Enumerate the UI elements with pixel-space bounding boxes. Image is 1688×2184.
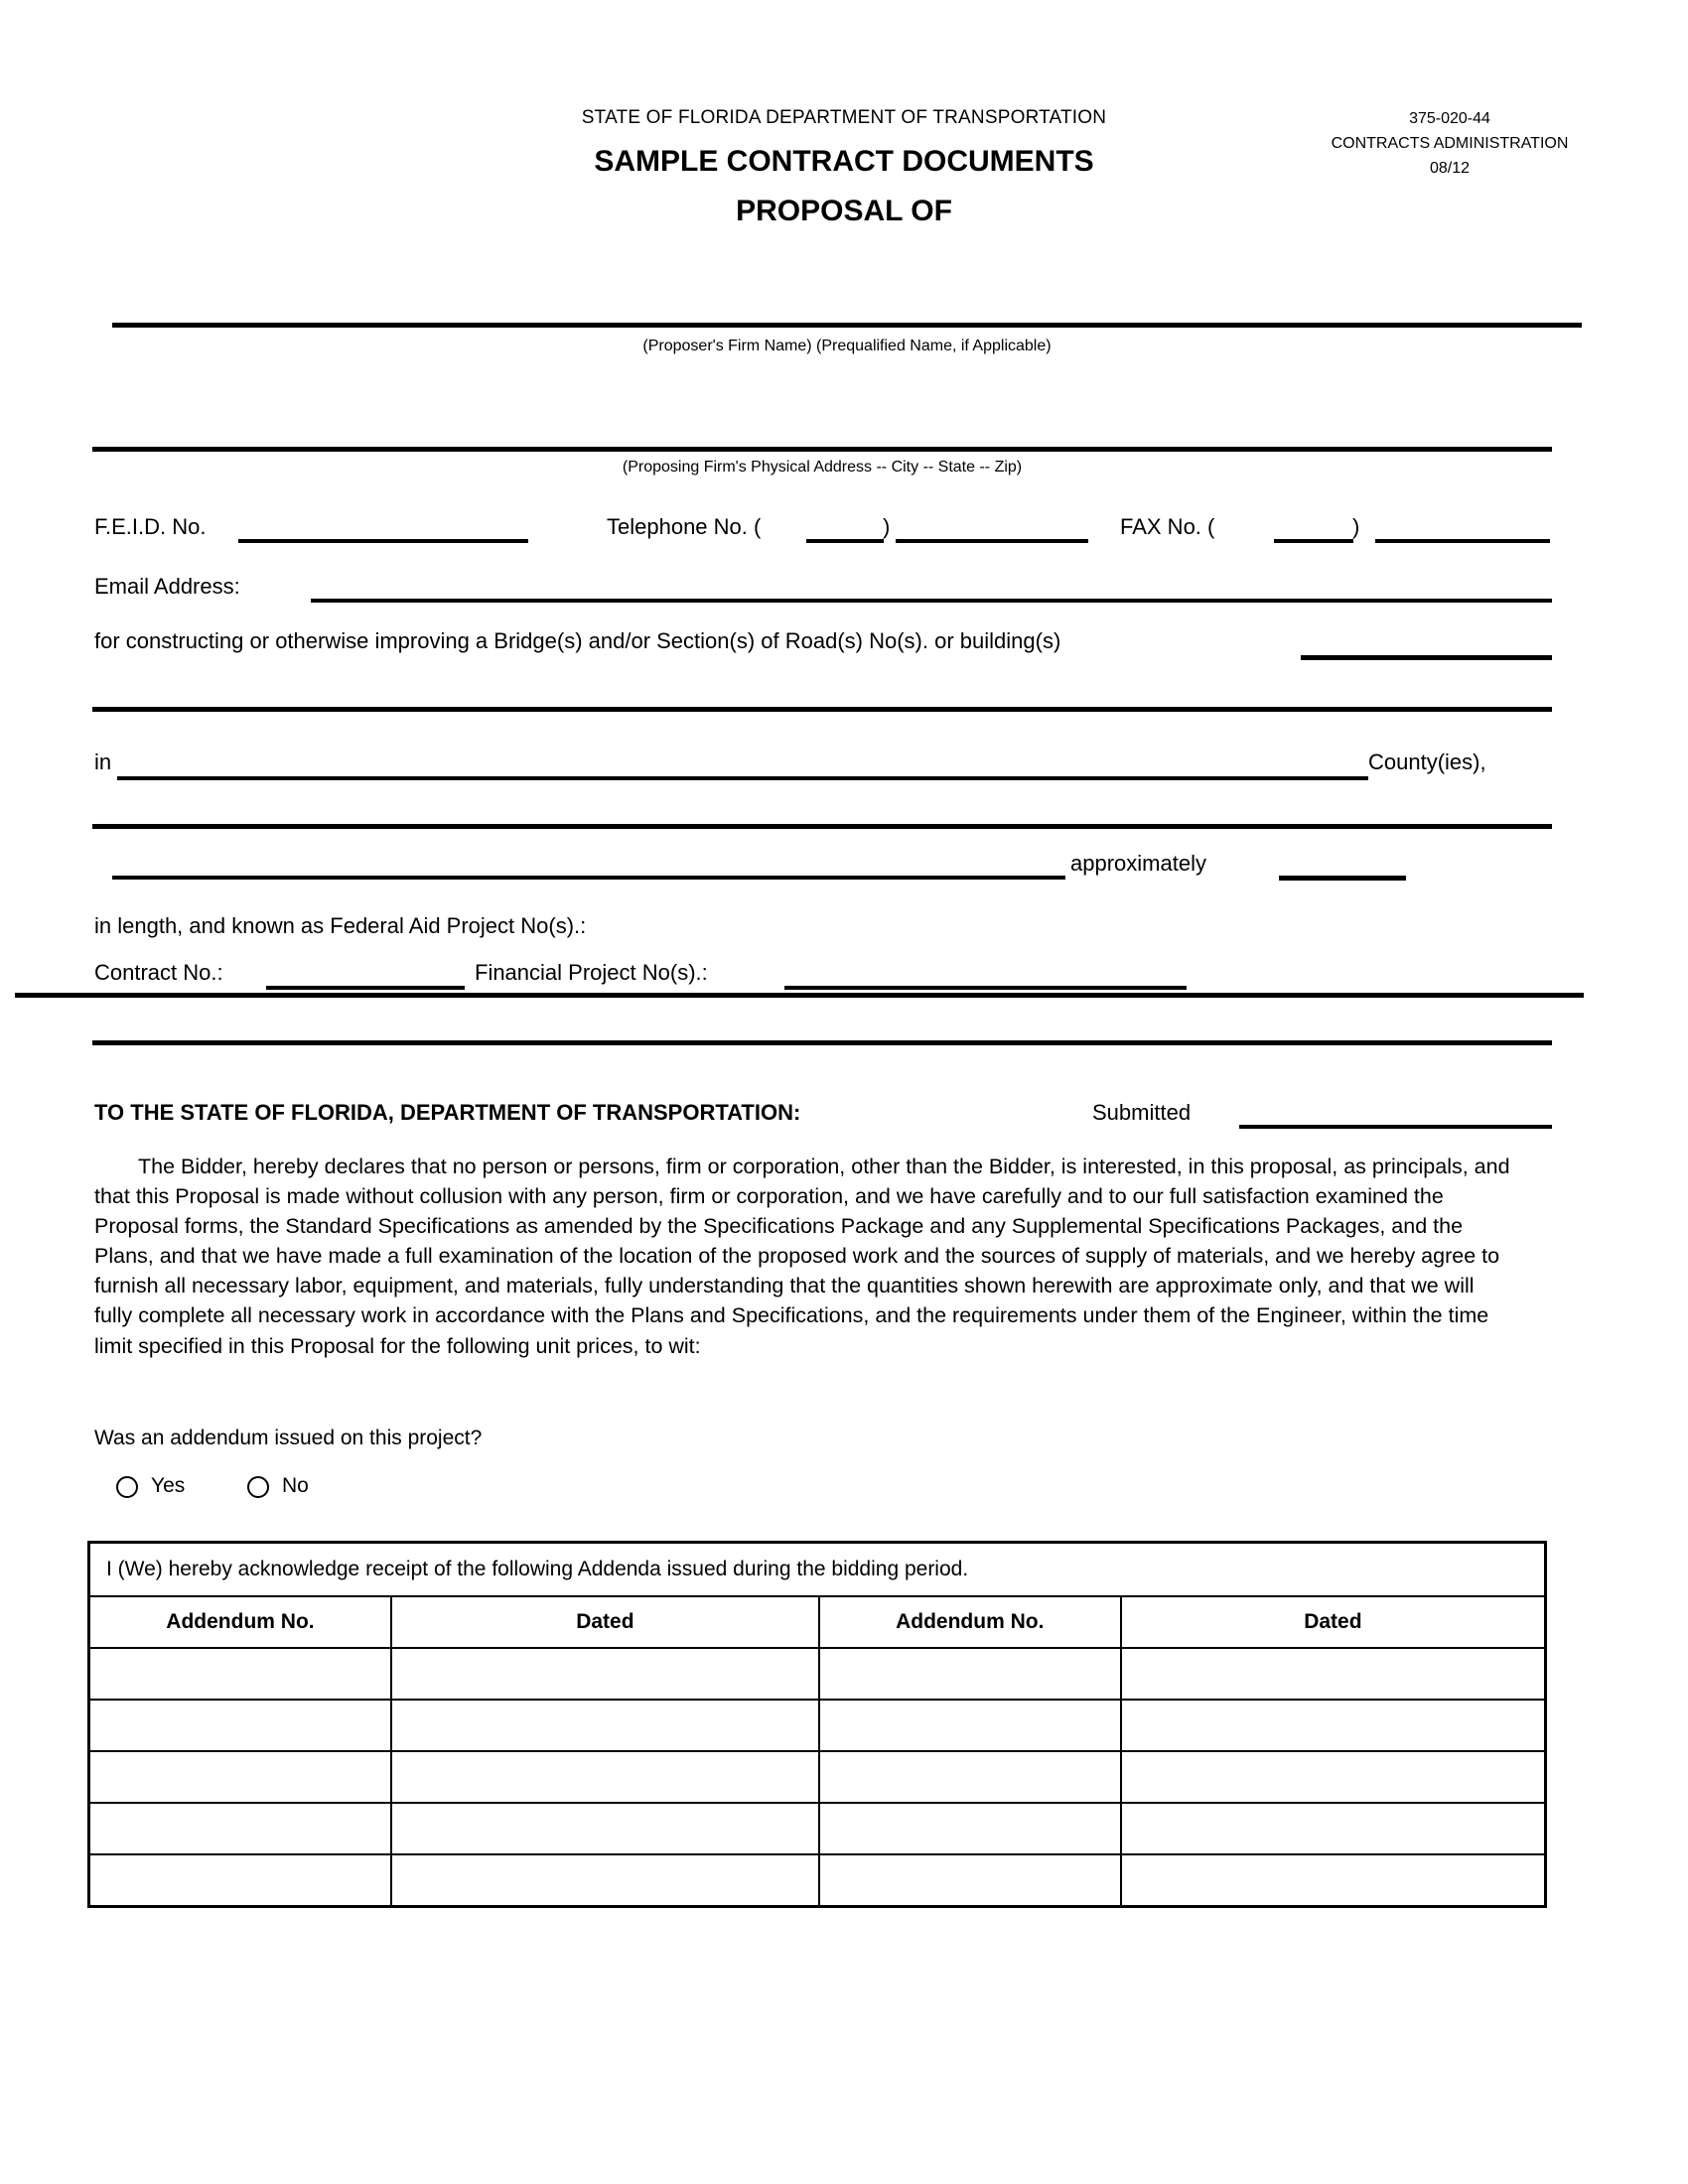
contract-no-label: Contract No.:: [94, 960, 223, 985]
table-row[interactable]: [89, 1854, 1546, 1907]
financial-project-label: Financial Project No(s).:: [475, 960, 708, 985]
dated-cell[interactable]: [391, 1751, 819, 1803]
addendum-no-cell[interactable]: [89, 1803, 391, 1854]
radio-yes[interactable]: [116, 1476, 138, 1498]
addendum-no-cell[interactable]: [819, 1803, 1121, 1854]
constructing-label: for constructing or otherwise improving a Bridge(s) and/or Section(s) of Road(s) No(s). or building(s): [94, 628, 1061, 653]
table-row[interactable]: [89, 1751, 1546, 1803]
addenda-col-addendum-no-1: Addendum No.: [89, 1596, 391, 1648]
approximately-label: approximately: [1070, 851, 1206, 876]
email-input-line[interactable]: [311, 599, 1552, 603]
submitted-label: Submitted: [1092, 1100, 1192, 1125]
firm-name-caption: (Proposer's Firm Name) (Prequalified Name, if Applicable): [642, 338, 1052, 354]
table-row[interactable]: [89, 1700, 1546, 1751]
federal-aid-label: in length, and known as Federal Aid Project No(s).:: [94, 913, 587, 938]
page-subtitle: PROPOSAL OF: [736, 195, 952, 227]
email-label: Email Address:: [94, 574, 240, 599]
page-title: SAMPLE CONTRACT DOCUMENTS: [594, 145, 1094, 178]
submitted-input-line[interactable]: [1239, 1125, 1552, 1129]
fax-label: FAX No. (: [1120, 514, 1215, 539]
county-input-line[interactable]: [117, 776, 1368, 780]
declaration-body-text: The Bidder, hereby declares that no person or persons, firm or corporation, other than the Bidder, is interested, in this proposal, as principals, and that this Proposal is made without collusion with any person, firm or corporation, and we have carefully and to our full satisfaction examined the Proposal forms, the Standard Specifications as amended by the Specifications Package and any Supplemental Specifications Packages, and the Plans, and that we have made a full examination of the location of the proposed work and the sources of supply of materials, and we hereby agree to furnish all necessary labor, equipment, and materials, fully understanding that the quantities shown herewith are approximate only, and that we will fully complete all necessary work in accordance with the Plans and Specifications, and the requirements under them of the Engineer, within the time limit specified in this Proposal for the following unit prices, to wit:: [94, 1155, 1510, 1358]
addendum-no-cell[interactable]: [819, 1648, 1121, 1700]
radio-no[interactable]: [247, 1476, 269, 1498]
addendum-no-cell[interactable]: [819, 1751, 1121, 1803]
dated-cell[interactable]: [1121, 1648, 1546, 1700]
telephone-number-line[interactable]: [896, 539, 1088, 543]
contract-section-divider-2: [92, 1040, 1552, 1045]
fax-paren-close: ): [1352, 514, 1360, 539]
dated-cell[interactable]: [1121, 1700, 1546, 1751]
physical-address-line[interactable]: [92, 447, 1552, 452]
dated-cell[interactable]: [1121, 1751, 1546, 1803]
telephone-area-code-line[interactable]: [806, 539, 884, 543]
declaration-heading: TO THE STATE OF FLORIDA, DEPARTMENT OF TRANSPORTATION:: [94, 1100, 801, 1125]
radio-yes-label: Yes: [151, 1474, 186, 1497]
dated-cell[interactable]: [1121, 1854, 1546, 1907]
addendum-no-cell[interactable]: [89, 1854, 391, 1907]
addenda-header-row: [89, 1596, 1546, 1648]
form-meta: [1286, 107, 1614, 181]
feid-label: F.E.I.D. No.: [94, 514, 207, 539]
dated-cell[interactable]: [1121, 1803, 1546, 1854]
telephone-paren-close: ): [883, 514, 891, 539]
dated-cell[interactable]: [391, 1700, 819, 1751]
physical-address-caption: (Proposing Firm's Physical Address -- City -- State -- Zip): [622, 459, 1023, 476]
form-number: 375-020-44: [1409, 110, 1490, 127]
county-label: County(ies),: [1368, 750, 1486, 774]
addendum-no-cell[interactable]: [819, 1854, 1121, 1907]
agency-line: STATE OF FLORIDA DEPARTMENT OF TRANSPORTATION: [581, 107, 1107, 128]
addenda-table-body: [89, 1543, 1546, 1907]
addendum-no-cell[interactable]: [819, 1700, 1121, 1751]
addenda-col-addendum-no-2: Addendum No.: [819, 1596, 1121, 1648]
constructing-input-line-2[interactable]: [92, 707, 1552, 712]
county-input-line-2[interactable]: [92, 824, 1552, 829]
constructing-input-line[interactable]: [1301, 655, 1552, 660]
addendum-no-cell[interactable]: [89, 1751, 391, 1803]
addenda-acknowledgement-row: [89, 1543, 1546, 1597]
table-row[interactable]: [89, 1803, 1546, 1854]
feid-input-line[interactable]: [238, 539, 528, 543]
fax-area-code-line[interactable]: [1274, 539, 1353, 543]
dated-cell[interactable]: [391, 1648, 819, 1700]
addendum-question: Was an addendum issued on this project?: [94, 1427, 483, 1449]
radio-no-label: No: [282, 1474, 309, 1497]
contract-section-divider: [15, 993, 1584, 998]
in-label: in: [94, 750, 112, 774]
addendum-no-cell[interactable]: [89, 1648, 391, 1700]
contract-no-input-line[interactable]: [266, 986, 465, 990]
addendum-no-cell[interactable]: [89, 1700, 391, 1751]
addenda-col-dated-1: Dated: [391, 1596, 819, 1648]
firm-name-line[interactable]: [112, 323, 1582, 328]
fax-number-line[interactable]: [1375, 539, 1550, 543]
addenda-col-dated-2: Dated: [1121, 1596, 1546, 1648]
revision-date: 08/12: [1429, 159, 1471, 177]
addenda-acknowledgement: I (We) hereby acknowledge receipt of the following Addenda issued during the bidding period.: [89, 1543, 1546, 1597]
addenda-table: [87, 1541, 1547, 1908]
table-row[interactable]: [89, 1648, 1546, 1700]
financial-project-input-line[interactable]: [784, 986, 1187, 990]
declaration-body: [94, 1152, 1514, 1361]
approximately-input-line[interactable]: [1279, 876, 1406, 881]
dated-cell[interactable]: [391, 1854, 819, 1907]
length-input-line[interactable]: [112, 876, 1065, 880]
dated-cell[interactable]: [391, 1803, 819, 1854]
department-name: CONTRACTS ADMINISTRATION: [1331, 134, 1569, 152]
telephone-label: Telephone No. (: [607, 514, 762, 539]
